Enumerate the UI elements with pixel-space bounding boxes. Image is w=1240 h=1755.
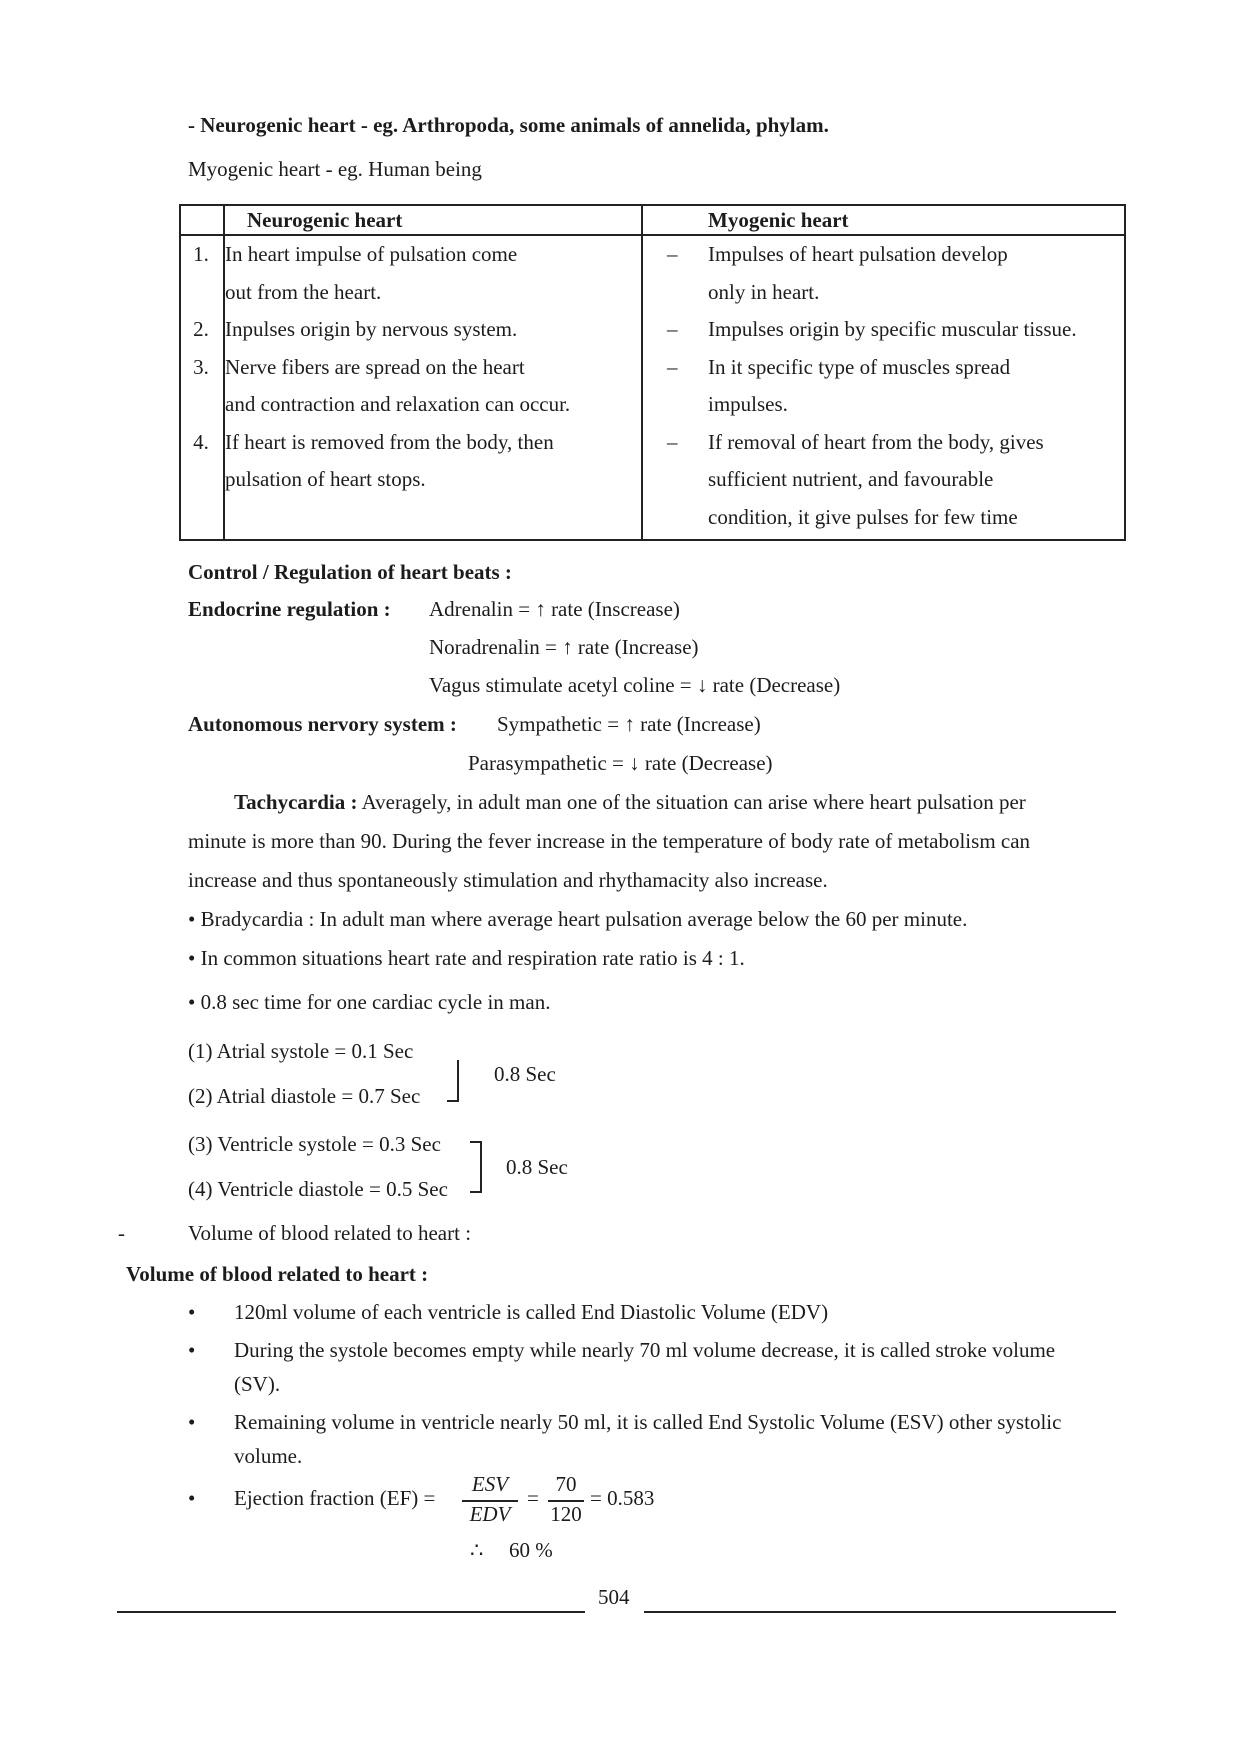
- fraction-numerator: 70: [555, 1472, 577, 1496]
- neurogenic-line: Nerve fibers are spread on the heart: [225, 354, 525, 379]
- header-number-cell: [180, 205, 224, 235]
- esv-item-line-1: Remaining volume in ventricle nearly 50 ml, it is called End Systolic Volume (ESV) other systolic: [234, 1410, 1062, 1434]
- myogenic-line: Impulses origin by specific muscular tissue.: [708, 317, 1077, 341]
- footer-rule-left: [117, 1611, 585, 1613]
- myogenic-row: [643, 236, 1124, 274]
- ventricle-bracket: [470, 1141, 482, 1193]
- table-header-row: [180, 205, 1125, 235]
- noradrenalin-line: Noradrenalin = ↑ rate (Increase): [429, 635, 699, 659]
- myogenic-row: [643, 386, 1124, 424]
- bullet-icon: •: [188, 1338, 196, 1362]
- tachycardia-line-2: minute is more than 90. During the fever increase in the temperature of body rate of metabolism can: [188, 829, 1031, 853]
- row-number: 4.: [193, 429, 209, 454]
- volume-heading: Volume of blood related to heart :: [126, 1262, 429, 1286]
- esv-item-line-2: volume.: [234, 1444, 303, 1468]
- neurogenic-line: [225, 499, 641, 537]
- ef-result: = 0.583: [590, 1486, 655, 1510]
- ef-percent: 60 %: [509, 1538, 553, 1562]
- myogenic-line: If removal of heart from the body, gives: [708, 429, 1044, 454]
- endocrine-label: Endocrine regulation :: [188, 597, 391, 621]
- bullet-cardiac-cycle: • 0.8 sec time for one cardiac cycle in man.: [188, 990, 551, 1014]
- bullet-bradycardia: • Bradycardia : In adult man where average heart pulsation average below the 60 per minute.: [188, 907, 968, 931]
- myogenic-line: only in heart.: [708, 279, 820, 304]
- bullet-icon: •: [188, 1410, 196, 1434]
- neurogenic-line: Inpulses origin by nervous system.: [225, 317, 518, 341]
- myogenic-line: condition, it give pulses for few time: [708, 504, 1018, 529]
- volume-dash: -: [118, 1221, 125, 1245]
- myogenic-column: [642, 235, 1125, 540]
- fraction-denominator: 120: [550, 1502, 582, 1526]
- vagus-line: Vagus stimulate acetyl coline = ↓ rate (Decrease): [429, 673, 841, 697]
- atrial-systole: (1) Atrial systole = 0.1 Sec: [188, 1039, 414, 1063]
- therefore-symbol: ∴: [470, 1538, 484, 1562]
- neurogenic-line: If heart is removed from the body, then: [225, 429, 554, 454]
- myogenic-row: [643, 311, 1124, 349]
- fraction-denominator: EDV: [469, 1502, 511, 1526]
- atrial-diastole: (2) Atrial diastole = 0.7 Sec: [188, 1084, 421, 1108]
- equals-sign: =: [527, 1486, 539, 1510]
- atrial-total: 0.8 Sec: [494, 1062, 556, 1086]
- atrial-bracket: [447, 1060, 459, 1102]
- sv-item-line-2: (SV).: [234, 1372, 281, 1396]
- edv-item: 120ml volume of each ventricle is called End Diastolic Volume (EDV): [234, 1300, 829, 1324]
- row-number: 2.: [193, 317, 209, 341]
- table-body-row: [180, 235, 1125, 540]
- autonomous-label: Autonomous nervory system :: [188, 712, 457, 736]
- bullet-icon: •: [188, 1486, 196, 1510]
- tachycardia-text: Averagely, in adult man one of the situation can arise where heart pulsation per: [361, 790, 1026, 814]
- tachycardia-line-3: increase and thus spontaneously stimulation and rhythamacity also increase.: [188, 868, 828, 892]
- header-neurogenic: Neurogenic heart: [247, 208, 403, 232]
- row-number: [181, 461, 223, 499]
- ef-label: Ejection fraction (EF) =: [234, 1486, 436, 1510]
- volume-dash-line: Volume of blood related to heart :: [188, 1221, 472, 1245]
- myogenic-row: [643, 349, 1124, 387]
- myogenic-line: Impulses of heart pulsation develop: [708, 242, 1008, 266]
- ventricle-total: 0.8 Sec: [506, 1155, 568, 1179]
- neurogenic-line: In heart impulse of pulsation come: [225, 242, 518, 266]
- intro-myogenic: Myogenic heart - eg. Human being: [188, 157, 482, 181]
- adrenalin-line: Adrenalin = ↑ rate (Inscrease): [429, 597, 680, 621]
- tachycardia-line-1: [234, 790, 1026, 815]
- page-number: 504: [598, 1585, 630, 1609]
- tachycardia-term: Tachycardia :: [234, 790, 358, 814]
- row-number: 3.: [193, 354, 209, 379]
- ventricle-diastole: (4) Ventricle diastole = 0.5 Sec: [188, 1177, 448, 1201]
- control-heading: Control / Regulation of heart beats :: [188, 560, 512, 584]
- footer-rule-right: [644, 1611, 1116, 1613]
- dash-marker: –: [667, 429, 678, 454]
- sympathetic-line: Sympathetic = ↑ rate (Increase): [497, 712, 761, 736]
- row-number: 1.: [193, 242, 209, 266]
- intro-neurogenic: - Neurogenic heart - eg. Arthropoda, some animals of annelida, phylam.: [188, 113, 829, 137]
- dash-marker: –: [667, 242, 678, 266]
- neurogenic-line: pulsation of heart stops.: [225, 467, 426, 491]
- row-number: [181, 274, 223, 312]
- ratio-fraction: [548, 1472, 584, 1530]
- myogenic-row: [643, 424, 1124, 462]
- neurogenic-line: and contraction and relaxation can occur.: [225, 392, 571, 416]
- myogenic-row: [643, 499, 1124, 537]
- header-myogenic: Myogenic heart: [708, 208, 849, 232]
- fraction-numerator: ESV: [471, 1472, 509, 1496]
- ventricle-systole: (3) Ventricle systole = 0.3 Sec: [188, 1132, 441, 1156]
- number-column: [180, 235, 224, 540]
- bullet-ratio: • In common situations heart rate and respiration rate ratio is 4 : 1.: [188, 946, 745, 970]
- myogenic-line: sufficient nutrient, and favourable: [708, 467, 994, 491]
- header-myogenic-cell: [642, 205, 1125, 235]
- dash-marker: –: [667, 317, 678, 341]
- esv-edv-fraction: [462, 1472, 518, 1530]
- row-number: [181, 499, 223, 537]
- myogenic-line: impulses.: [708, 392, 788, 416]
- comparison-table: [179, 204, 1126, 541]
- parasympathetic-line: Parasympathetic = ↓ rate (Decrease): [468, 751, 773, 775]
- sv-item-line-1: During the systole becomes empty while nearly 70 ml volume decrease, it is called stroke volume: [234, 1338, 1056, 1362]
- myogenic-row: [643, 274, 1124, 312]
- neurogenic-line: out from the heart.: [225, 279, 382, 304]
- myogenic-line: In it specific type of muscles spread: [708, 354, 1011, 379]
- header-neurogenic-cell: [224, 205, 642, 235]
- myogenic-row: [643, 461, 1124, 499]
- bullet-icon: •: [188, 1300, 196, 1324]
- row-number: [181, 386, 223, 424]
- neurogenic-column: [224, 235, 642, 540]
- dash-marker: –: [667, 354, 678, 379]
